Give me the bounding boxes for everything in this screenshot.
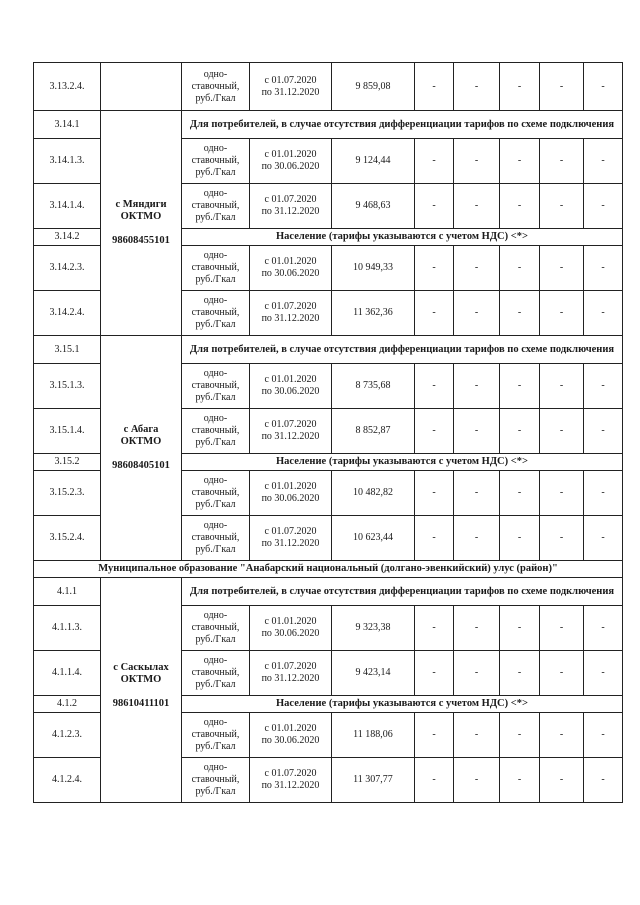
dash-cell: - [584,184,623,229]
section-number: 3.14.2 [34,229,101,246]
dash-cell: - [415,516,454,561]
period-end: по 31.12.2020 [261,313,320,324]
spacer [102,448,180,460]
unit-cell [182,471,250,516]
period-end: по 30.06.2020 [261,161,320,172]
tariff-value: 10 482,82 [332,471,415,516]
tariff-table [33,62,623,803]
section-number: 3.15.1 [34,336,101,364]
unit-line: одно- [203,143,228,154]
period-end: по 30.06.2020 [261,735,320,746]
unit-line: ставочный, [191,729,240,740]
dash-cell: - [540,291,584,336]
tariff-value: 9 423,14 [332,651,415,696]
unit-line: руб./Гкал [195,679,236,690]
unit-line: одно- [203,610,228,621]
unit-line: руб./Гкал [195,212,236,223]
unit-line: ставочный, [191,425,240,436]
row-number: 4.1.2.3. [34,713,101,758]
section-title: Для потребителей, в случае отсутствия дифференциации тарифов по схеме подключения [182,578,623,606]
unit-line: одно- [203,295,228,306]
dash-cell: - [454,758,500,803]
unit-cell [182,63,250,111]
oktmo-label: ОКТМО [120,211,162,222]
period-end: по 31.12.2020 [261,780,320,791]
section-number: 4.1.2 [34,696,101,713]
municipality-title: Муниципальное образование "Анабарский национальный (долгано-эвенкийский) улус (район)" [34,561,623,578]
unit-line: одно- [203,762,228,773]
unit-line: одно- [203,520,228,531]
unit-line: ставочный, [191,774,240,785]
dash-cell: - [540,184,584,229]
period-cell [250,364,332,409]
dash-cell: - [584,291,623,336]
dash-cell: - [540,409,584,454]
unit-cell [182,184,250,229]
period-cell [250,713,332,758]
locality-cell [101,111,182,336]
dash-cell: - [454,364,500,409]
unit-line: одно- [203,188,228,199]
period-end: по 30.06.2020 [261,386,320,397]
unit-cell [182,246,250,291]
period-start: с 01.07.2020 [264,74,317,86]
locality-name: с Абага [123,424,159,435]
dash-cell: - [540,471,584,516]
period-start: с 01.01.2020 [264,616,317,627]
dash-cell: - [500,713,540,758]
section-number: 3.14.1 [34,111,101,139]
tariff-value: 10 623,44 [332,516,415,561]
dash-cell: - [454,516,500,561]
municipality-row [34,561,623,578]
tariff-value: 11 188,06 [332,713,415,758]
unit-line: ставочный, [191,262,240,273]
dash-cell: - [454,246,500,291]
period-cell [250,184,332,229]
unit-line: ставочный, [191,380,240,391]
tariff-value: 9 323,38 [332,606,415,651]
unit-line: руб./Гкал [195,437,236,448]
period-cell [250,516,332,561]
dash-cell: - [584,651,623,696]
unit-line: ставочный, [191,532,240,543]
unit-line: ставочный, [191,155,240,166]
period-end: по 31.12.2020 [261,206,320,217]
locality-cell-empty [101,63,182,111]
unit-line: одно- [203,68,228,80]
dash-cell: - [584,139,623,184]
unit-cell [182,291,250,336]
unit-line: руб./Гкал [195,741,236,752]
dash-cell: - [454,63,500,111]
unit-line: руб./Гкал [195,499,236,510]
dash-cell: - [540,364,584,409]
row-number: 3.14.1.4. [34,184,101,229]
period-start: с 01.01.2020 [264,149,317,160]
dash-cell: - [500,606,540,651]
tariff-value: 9 124,44 [332,139,415,184]
unit-line: ставочный, [191,622,240,633]
oktmo-code: 98608455101 [112,235,170,246]
period-cell [250,606,332,651]
unit-line: руб./Гкал [195,786,236,797]
tariff-value: 9 859,08 [332,63,415,111]
oktmo-label: ОКТМО [120,436,162,447]
section-title: Население (тарифы указываются с учетом НДС) <*> [182,454,623,471]
dash-cell: - [584,713,623,758]
dash-cell: - [540,651,584,696]
period-end: по 30.06.2020 [261,628,320,639]
section-title: Население (тарифы указываются с учетом НДС) <*> [182,696,623,713]
unit-line: одно- [203,475,228,486]
period-start: с 01.01.2020 [264,374,317,385]
row-number: 3.15.2.4. [34,516,101,561]
period-start: с 01.07.2020 [264,768,317,779]
dash-cell: - [454,184,500,229]
oktmo-label: ОКТМО [120,674,162,685]
section-row [34,336,623,364]
period-cell [250,409,332,454]
dash-cell: - [415,364,454,409]
dash-cell: - [584,63,623,111]
spacer [102,686,180,698]
row-number: 3.15.2.3. [34,471,101,516]
locality-name: с Мяндиги [115,199,167,210]
unit-line: руб./Гкал [195,274,236,285]
tariff-value: 10 949,33 [332,246,415,291]
dash-cell: - [500,291,540,336]
section-number: 4.1.1 [34,578,101,606]
period-end: по 31.12.2020 [261,673,320,684]
row-number: 3.14.2.3. [34,246,101,291]
unit-line: руб./Гкал [195,319,236,330]
dash-cell: - [540,713,584,758]
dash-cell: - [500,409,540,454]
dash-cell: - [415,651,454,696]
tariff-value: 9 468,63 [332,184,415,229]
period-cell [250,291,332,336]
dash-cell: - [584,471,623,516]
row-number: 4.1.1.3. [34,606,101,651]
unit-line: одно- [203,250,228,261]
dash-cell: - [454,139,500,184]
dash-cell: - [454,471,500,516]
period-end: по 31.12.2020 [261,86,320,98]
period-start: с 01.07.2020 [264,301,317,312]
row-number: 3.14.2.4. [34,291,101,336]
unit-cell [182,713,250,758]
row-number: 3.15.1.3. [34,364,101,409]
dash-cell: - [500,184,540,229]
locality-cell [101,578,182,803]
dash-cell: - [454,713,500,758]
spacer [102,223,180,235]
period-cell [250,471,332,516]
unit-cell [182,758,250,803]
dash-cell: - [415,246,454,291]
unit-line: ставочный, [191,80,240,92]
period-start: с 01.07.2020 [264,526,317,537]
period-cell [250,246,332,291]
unit-cell [182,516,250,561]
oktmo-code: 98610411101 [112,698,170,709]
section-number: 3.15.2 [34,454,101,471]
unit-cell [182,606,250,651]
dash-cell: - [415,291,454,336]
unit-line: одно- [203,368,228,379]
dash-cell: - [415,606,454,651]
locality-name: с Саскылах [113,662,169,673]
dash-cell: - [584,516,623,561]
dash-cell: - [584,246,623,291]
dash-cell: - [415,139,454,184]
unit-cell [182,409,250,454]
dash-cell: - [500,651,540,696]
section-title: Население (тарифы указываются с учетом НДС) <*> [182,229,623,246]
section-title: Для потребителей, в случае отсутствия дифференциации тарифов по схеме подключения [182,111,623,139]
dash-cell: - [500,364,540,409]
period-start: с 01.01.2020 [264,256,317,267]
dash-cell: - [415,713,454,758]
tariff-value: 11 307,77 [332,758,415,803]
section-row [34,111,623,139]
tariff-value: 11 362,36 [332,291,415,336]
dash-cell: - [500,758,540,803]
unit-line: ставочный, [191,307,240,318]
period-end: по 30.06.2020 [261,493,320,504]
section-row [34,578,623,606]
unit-line: руб./Гкал [195,544,236,555]
period-end: по 30.06.2020 [261,268,320,279]
dash-cell: - [540,246,584,291]
dash-cell: - [415,184,454,229]
dash-cell: - [540,606,584,651]
dash-cell: - [540,516,584,561]
dash-cell: - [584,409,623,454]
period-start: с 01.01.2020 [264,481,317,492]
dash-cell: - [415,758,454,803]
unit-line: руб./Гкал [195,392,236,403]
oktmo-code: 98608405101 [112,460,170,471]
dash-cell: - [584,758,623,803]
period-start: с 01.01.2020 [264,723,317,734]
unit-line: ставочный, [191,487,240,498]
dash-cell: - [584,606,623,651]
unit-line: руб./Гкал [195,634,236,645]
dash-cell: - [500,63,540,111]
dash-cell: - [540,139,584,184]
dash-cell: - [500,139,540,184]
row-number: 4.1.2.4. [34,758,101,803]
dash-cell: - [454,409,500,454]
unit-line: одно- [203,717,228,728]
unit-cell [182,139,250,184]
row-number: 4.1.1.4. [34,651,101,696]
dash-cell: - [500,516,540,561]
dash-cell: - [454,291,500,336]
unit-line: руб./Гкал [195,167,236,178]
period-cell [250,651,332,696]
period-end: по 31.12.2020 [261,538,320,549]
unit-line: одно- [203,655,228,666]
locality-cell [101,336,182,561]
period-cell [250,758,332,803]
dash-cell: - [415,471,454,516]
dash-cell: - [454,606,500,651]
tariff-value: 8 852,87 [332,409,415,454]
row-number: 3.15.1.4. [34,409,101,454]
dash-cell: - [454,651,500,696]
unit-line: руб./Гкал [195,92,236,104]
tariff-value: 8 735,68 [332,364,415,409]
dash-cell: - [540,63,584,111]
period-cell [250,139,332,184]
row-number: 3.14.1.3. [34,139,101,184]
unit-line: ставочный, [191,200,240,211]
dash-cell: - [415,409,454,454]
dash-cell: - [500,246,540,291]
period-start: с 01.07.2020 [264,194,317,205]
unit-cell [182,364,250,409]
section-title: Для потребителей, в случае отсутствия дифференциации тарифов по схеме подключения [182,336,623,364]
unit-line: ставочный, [191,667,240,678]
dash-cell: - [540,758,584,803]
table-row [34,63,623,111]
period-start: с 01.07.2020 [264,419,317,430]
unit-cell [182,651,250,696]
period-start: с 01.07.2020 [264,661,317,672]
period-cell [250,63,332,111]
dash-cell: - [415,63,454,111]
unit-line: одно- [203,413,228,424]
dash-cell: - [584,364,623,409]
row-number: 3.13.2.4. [34,63,101,111]
period-end: по 31.12.2020 [261,431,320,442]
dash-cell: - [500,471,540,516]
